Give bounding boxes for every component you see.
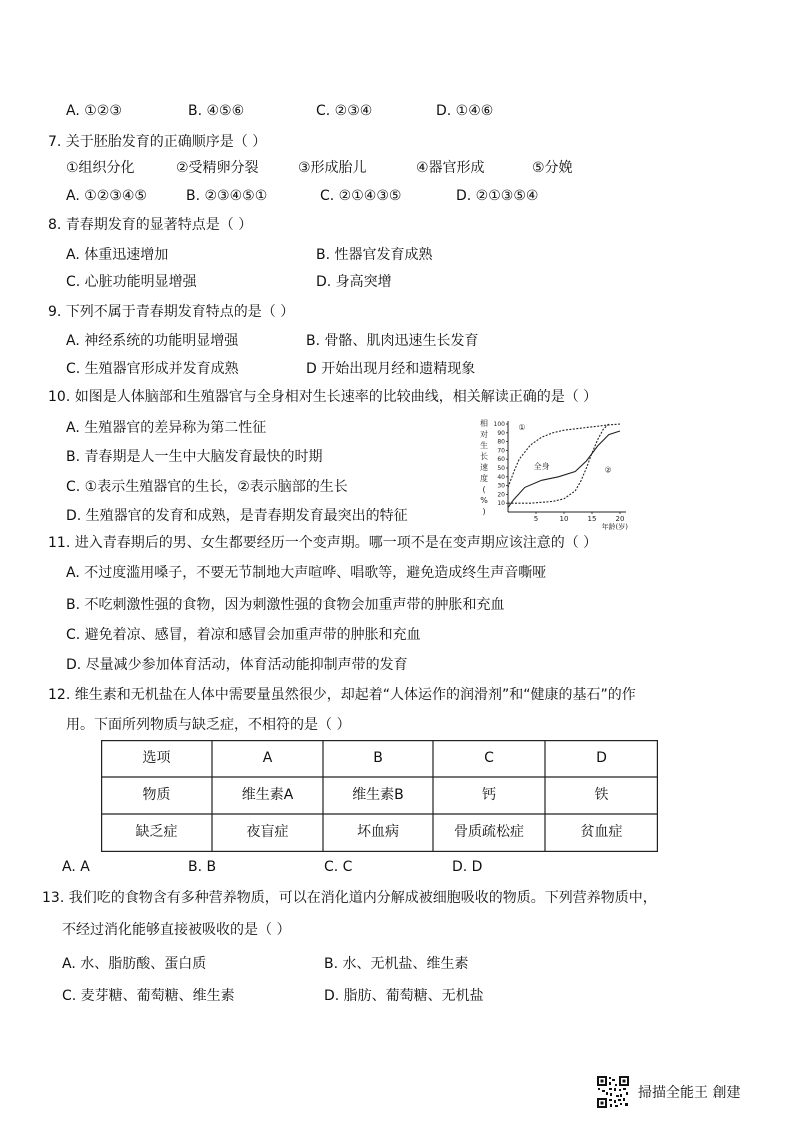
- x-tick-label: 5: [533, 515, 539, 523]
- q10-stem: 10. 如图是人体脑部和生殖器官与全身相对生长速率的比较曲线，相关解读正确的是（ ）: [48, 389, 598, 405]
- q11-option-b: B. 不吃刺激性强的食物，因为刺激性强的食物会加重声带的肿胀和充血: [66, 597, 505, 613]
- x-axis-label: 年龄(岁): [601, 523, 628, 530]
- series-label: 全身: [533, 461, 550, 471]
- y-tick-label: 50: [497, 465, 505, 472]
- q6-option-d: D. ①④⑥: [436, 103, 494, 119]
- q13-option-b: B. 水、无机盐、维生素: [324, 956, 469, 972]
- q12-option-d: D. D: [452, 859, 483, 875]
- q7-stem: 7. 关于胚胎发育的正确顺序是（ ）: [48, 134, 267, 150]
- series-label: ②: [604, 465, 612, 475]
- y-axis-label-char: 对: [480, 430, 488, 439]
- q12-option-c: C. C: [324, 859, 353, 875]
- table-cell: 缺乏症: [135, 824, 178, 840]
- q10-option-c: C. ①表示生殖器官的生长，②表示脑部的生长: [66, 479, 348, 495]
- x-tick-label: 20: [615, 515, 625, 523]
- y-axis-label-char: 相: [480, 419, 488, 428]
- series-line-1: [508, 424, 620, 487]
- y-tick-label: 70: [497, 447, 505, 455]
- q6-option-c: C. ②③④: [316, 103, 373, 119]
- x-tick-label: 10: [559, 515, 569, 523]
- q8-option-d: D. 身高突增: [316, 274, 392, 290]
- y-tick-label: 10: [497, 500, 505, 508]
- vitamin-mineral-table: [101, 740, 658, 852]
- q7-step: ④器官形成: [416, 160, 485, 176]
- q7-option-c: C. ②①④③⑤: [320, 188, 402, 204]
- table-cell: 骨质疏松症: [454, 824, 524, 840]
- table-cell: B: [373, 750, 383, 766]
- q13-option-a: A. 水、脂肪酸、蛋白质: [62, 956, 207, 972]
- q10-option-d: D. 生殖器官的发育和成熟，是青春期发育最突出的特征: [66, 508, 408, 524]
- y-tick-label: 100: [493, 421, 505, 428]
- q11-option-d: D. 尽量减少参加体育活动，体育活动能抑制声带的发育: [66, 657, 408, 673]
- q12-stem-line1: 12. 维生素和无机盐在人体中需要量虽然很少，却起着“人体运作的润滑剂”和“健康的基石”的作: [48, 687, 636, 703]
- q9-option-d: D 开始出现月经和遗精现象: [306, 361, 476, 377]
- q6-option-a: A. ①②③: [66, 103, 122, 119]
- q10-option-a: A. 生殖器官的差异称为第二性征: [66, 420, 267, 436]
- q11-stem: 11. 进入青春期后的男、女生都要经历一个变声期。哪一项不是在变声期应该注意的（ ）: [48, 535, 598, 551]
- table-cell: 贫血症: [580, 824, 623, 840]
- y-tick-label: 20: [497, 491, 505, 499]
- q8-option-c: C. 心脏功能明显增强: [66, 274, 197, 290]
- q13-stem-line2: 不经过消化能够直接被吸收的是（ ）: [62, 922, 291, 938]
- q7-option-b: B. ②③④⑤①: [186, 188, 268, 204]
- q9-option-c: C. 生殖器官形成并发育成熟: [66, 361, 239, 377]
- q12-option-b: B. B: [188, 859, 217, 875]
- q13-stem-line1: 13. 我们吃的食物含有多种营养物质，可以在消化道内分解成被细胞吸收的物质。下列营养物质中，: [42, 890, 657, 906]
- growth-rate-chart: [478, 412, 640, 530]
- qr-code-icon: [596, 1075, 630, 1109]
- series-line-3: [508, 424, 612, 503]
- q13-option-d: D. 脂肪、葡萄糖、无机盐: [324, 988, 484, 1004]
- q7-option-a: A. ①②③④⑤: [66, 188, 147, 204]
- y-tick-label: 60: [497, 456, 505, 464]
- table-cell: C: [484, 750, 494, 766]
- q11-option-c: C. 避免着凉、感冒，着凉和感冒会加重声带的肿胀和充血: [66, 627, 421, 643]
- q7-step: ①组织分化: [66, 160, 135, 176]
- table-cell: 物质: [142, 787, 171, 803]
- table-cell: 选项: [142, 750, 171, 766]
- q8-option-b: B. 性器官发育成熟: [316, 247, 433, 263]
- q8-stem: 8. 青春期发育的显著特点是（ ）: [48, 217, 253, 233]
- y-axis-label-char: 速: [480, 463, 488, 472]
- scanner-watermark: 掃描全能王 創建: [638, 1085, 741, 1101]
- y-axis-label-char: 生: [480, 441, 488, 450]
- table-cell: D: [596, 750, 607, 766]
- q9-stem: 9. 下列不属于青春期发育特点的是（ ）: [48, 304, 295, 320]
- q6-option-b: B. ④⑤⑥: [188, 103, 245, 119]
- q9-option-a: A. 神经系统的功能明显增强: [66, 333, 239, 349]
- q11-option-a: A. 不过度滥用嗓子，不要无节制地大声喧哗、唱歌等，避免造成终生声音嘶哑: [66, 565, 547, 581]
- y-tick-label: 90: [497, 429, 505, 437]
- table-cell: 坏血病: [357, 824, 399, 840]
- q7-step: ③形成胎儿: [298, 160, 367, 176]
- q7-option-d: D. ②①③⑤④: [456, 188, 539, 204]
- series-label: ①: [518, 423, 526, 433]
- table-cell: 铁: [594, 787, 609, 803]
- y-axis-label-char: 长: [480, 452, 488, 461]
- x-tick-label: 15: [587, 515, 597, 523]
- y-axis-label-char: (: [482, 485, 486, 494]
- y-tick-label: 40: [497, 473, 505, 481]
- q9-option-b: B. 骨骼、肌肉迅速生长发育: [306, 333, 479, 349]
- table-cell: 夜盲症: [246, 824, 289, 840]
- q12-stem-line2: 用。下面所列物质与缺乏症，不相符的是（ ）: [66, 717, 351, 733]
- y-tick-label: 30: [497, 482, 505, 490]
- y-tick-label: 80: [497, 438, 505, 446]
- y-axis-label-char: %: [480, 496, 488, 505]
- q8-option-a: A. 体重迅速增加: [66, 247, 169, 263]
- q7-step: ②受精卵分裂: [176, 160, 259, 176]
- y-axis-label-char: ): [482, 507, 486, 516]
- y-axis-label-char: 度: [480, 474, 488, 483]
- q10-option-b: B. 青春期是人一生中大脑发育最快的时期: [66, 449, 323, 465]
- table-cell: A: [262, 750, 273, 766]
- q12-option-a: A. A: [62, 859, 90, 875]
- table-cell: 维生素B: [352, 787, 404, 803]
- series-line-2: [508, 431, 620, 508]
- table-cell: 维生素A: [241, 787, 294, 803]
- q13-option-c: C. 麦芽糖、葡萄糖、维生素: [62, 988, 235, 1004]
- table-cell: 钙: [482, 787, 496, 803]
- q7-step: ⑤分娩: [532, 160, 573, 176]
